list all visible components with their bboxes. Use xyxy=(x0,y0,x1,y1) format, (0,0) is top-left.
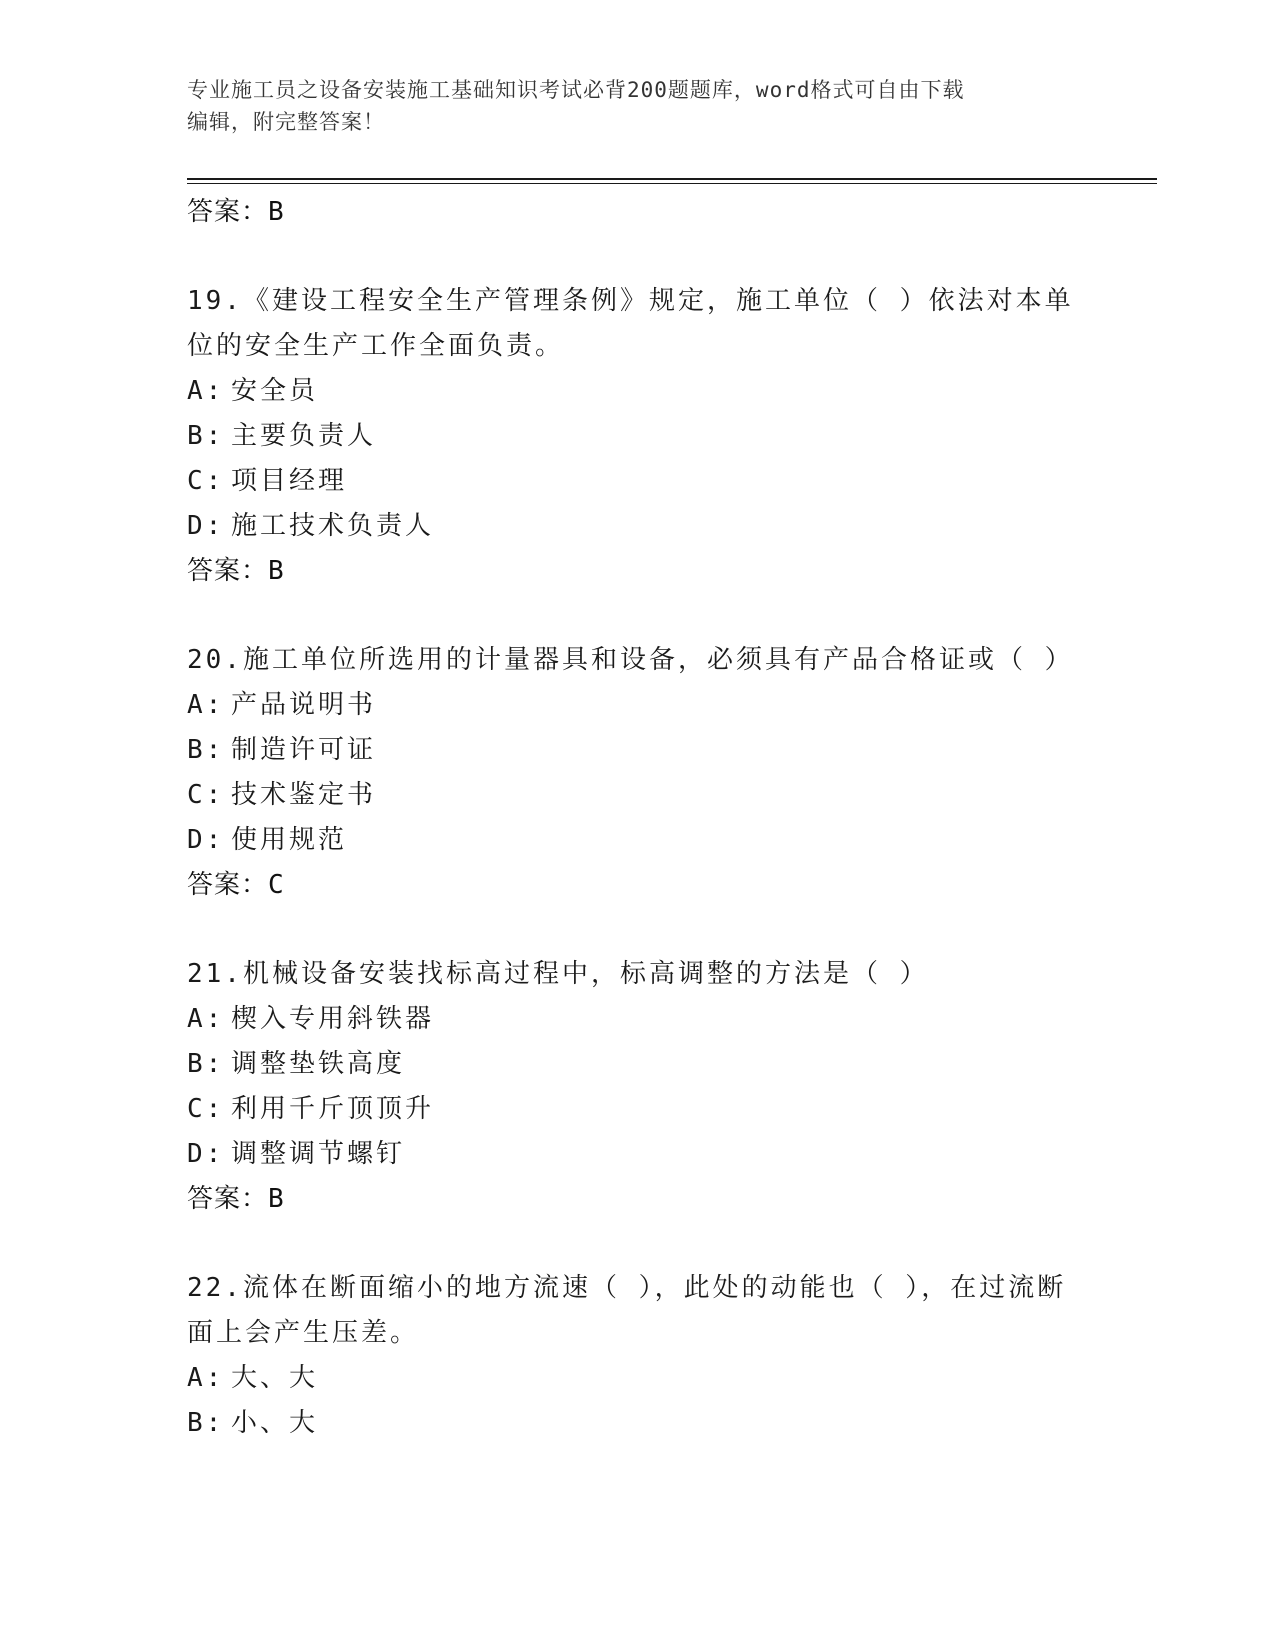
option-text: 大、大 xyxy=(231,1363,319,1393)
question-text: 21.机械设备安装找标高过程中，标高调整的方法是（ ） xyxy=(187,959,929,989)
option-text: 产品说明书 xyxy=(231,690,377,720)
option-letter: B: xyxy=(187,421,225,451)
option-item xyxy=(187,997,1087,1042)
option-item xyxy=(187,1132,1087,1177)
previous-answer: 答案：B xyxy=(187,197,285,227)
option-item xyxy=(187,414,1087,459)
option-letter: C: xyxy=(187,466,225,496)
option-text: 施工技术负责人 xyxy=(231,511,435,541)
option-letter: D: xyxy=(187,825,225,855)
option-letter: A: xyxy=(187,376,225,406)
header-title-line-2: 编辑，附完整答案！ xyxy=(187,110,385,134)
option-list xyxy=(187,1356,1087,1446)
option-item xyxy=(187,728,1087,773)
question-text: 20.施工单位所选用的计量器具和设备，必须具有产品合格证或（ ） xyxy=(187,645,1074,675)
option-item xyxy=(187,1401,1087,1446)
option-letter: A: xyxy=(187,1363,225,1393)
option-item xyxy=(187,1042,1087,1087)
option-letter: D: xyxy=(187,511,225,541)
option-text: 调整调节螺钉 xyxy=(231,1139,406,1169)
question-text: 19.《建设工程安全生产管理条例》规定，施工单位（ ）依法对本单位的安全生产工作全面负责。 xyxy=(187,286,1074,361)
option-item xyxy=(187,504,1087,549)
option-text: 楔入专用斜铁器 xyxy=(231,1004,435,1034)
option-item xyxy=(187,773,1087,818)
option-item xyxy=(187,369,1087,414)
option-text: 技术鉴定书 xyxy=(231,780,377,810)
option-item xyxy=(187,1356,1087,1401)
answer-line: 答案：B xyxy=(187,1184,285,1214)
answer-line: 答案：B xyxy=(187,556,285,586)
question-block xyxy=(187,952,1087,1222)
option-text: 使用规范 xyxy=(231,825,348,855)
option-letter: B: xyxy=(187,1408,225,1438)
header-title-line-1: 专业施工员之设备安装施工基础知识考试必背200题题库，word格式可自由下载 xyxy=(187,78,965,102)
option-list xyxy=(187,683,1087,863)
option-text: 项目经理 xyxy=(231,466,348,496)
option-text: 主要负责人 xyxy=(231,421,377,451)
header-divider-thick xyxy=(187,178,1157,180)
option-text: 利用千斤顶顶升 xyxy=(231,1094,435,1124)
page-header xyxy=(187,74,1067,138)
option-item xyxy=(187,459,1087,504)
option-letter: D: xyxy=(187,1139,225,1169)
question-block xyxy=(187,638,1087,908)
option-letter: C: xyxy=(187,780,225,810)
option-text: 小、大 xyxy=(231,1408,319,1438)
question-text: 22.流体在断面缩小的地方流速（ ），此处的动能也（ ），在过流断面上会产生压差。 xyxy=(187,1273,1067,1348)
option-letter: C: xyxy=(187,1094,225,1124)
option-item xyxy=(187,1087,1087,1132)
option-letter: A: xyxy=(187,1004,225,1034)
option-letter: B: xyxy=(187,735,225,765)
question-block xyxy=(187,279,1087,594)
option-text: 安全员 xyxy=(231,376,319,406)
option-letter: B: xyxy=(187,1049,225,1079)
option-item xyxy=(187,683,1087,728)
answer-line: 答案：C xyxy=(187,870,285,900)
option-list xyxy=(187,369,1087,549)
header-divider-thin xyxy=(187,183,1157,184)
question-block xyxy=(187,1266,1087,1446)
option-letter: A: xyxy=(187,690,225,720)
option-text: 调整垫铁高度 xyxy=(231,1049,406,1079)
question-list xyxy=(187,190,1087,1446)
option-item xyxy=(187,818,1087,863)
option-text: 制造许可证 xyxy=(231,735,377,765)
option-list xyxy=(187,997,1087,1177)
